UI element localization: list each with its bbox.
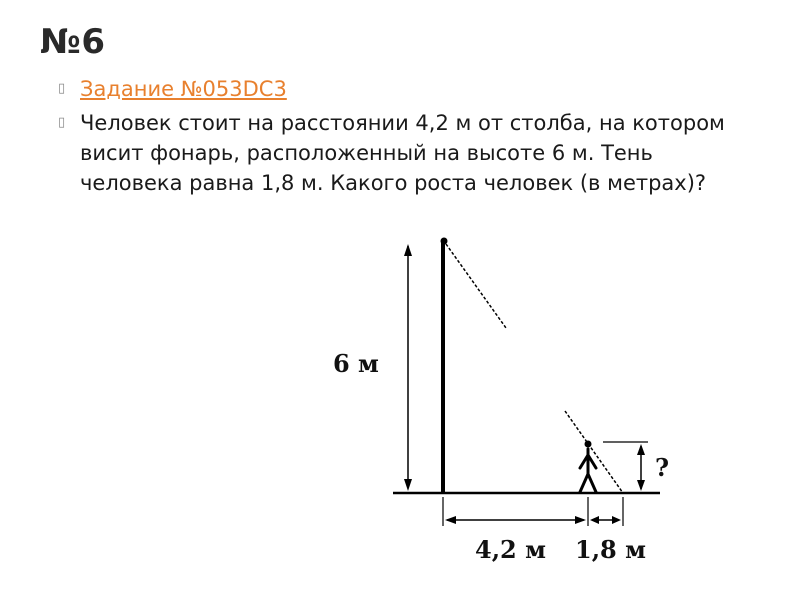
arrow-head-icon bbox=[445, 516, 456, 524]
arrow-head-icon bbox=[637, 444, 645, 455]
light-ray-upper bbox=[446, 244, 506, 328]
arrow-head-icon bbox=[404, 479, 412, 491]
bullet-marker-icon: ▯ bbox=[58, 81, 66, 96]
problem-text: Человек стоит на расстоянии 4,2 м от столба, на котором висит фонарь, расположенный на высоте 6 м. Тень человека равна 1,8 м. Какого роста человек (в метрах)? bbox=[80, 111, 725, 195]
bullet-task-link bbox=[58, 74, 758, 104]
arrow-head-icon bbox=[590, 516, 599, 524]
lamp-icon bbox=[441, 238, 448, 245]
light-ray-lower bbox=[565, 411, 623, 493]
unknown-height-label: ? bbox=[655, 453, 670, 482]
shadow-label: 1,8 м bbox=[575, 535, 646, 564]
arrow-head-icon bbox=[637, 480, 645, 491]
person-figure-icon bbox=[580, 441, 596, 493]
arrow-head-icon bbox=[575, 516, 586, 524]
bullet-marker-icon: ▯ bbox=[58, 115, 66, 130]
bullet-list bbox=[58, 74, 758, 202]
arrow-head-icon bbox=[612, 516, 621, 524]
pole-height-label: 6 м bbox=[333, 349, 379, 378]
distance-label: 4,2 м bbox=[475, 535, 546, 564]
arrow-head-icon bbox=[404, 244, 412, 256]
task-link[interactable]: Задание №053DC3 bbox=[80, 77, 287, 101]
bullet-problem bbox=[58, 108, 758, 198]
slide-title: №6 bbox=[40, 22, 106, 62]
